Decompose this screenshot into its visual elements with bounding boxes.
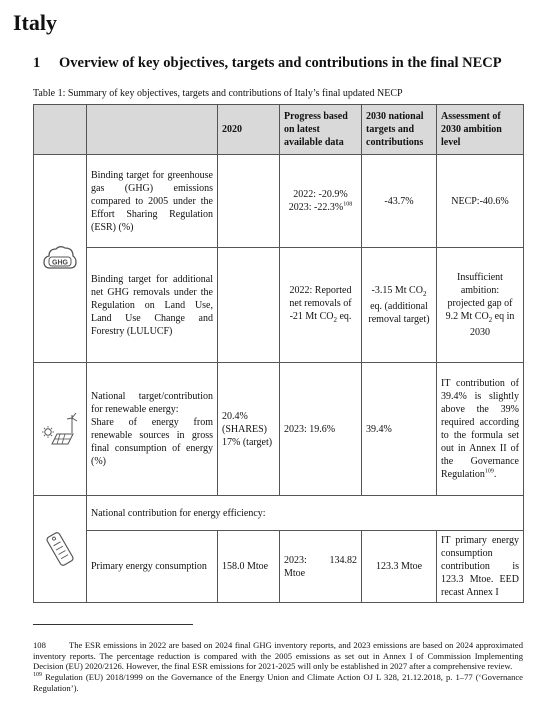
ghg-icon-cell [34,155,87,363]
header-assessment: Assessment of 2030 ambition level [437,105,524,155]
footnote-separator [33,624,193,625]
lulucf-assessment-sub: 2 [488,316,493,325]
lulucf-objective: Binding target for additional net GHG removals under the Regulation on Land Use, Land Use Change and Forestry (LULUCF) [87,248,218,363]
lulucf-2020 [218,248,280,363]
renewables-target-2030: 39.4% [362,363,437,496]
footnote-108-mark: 108 [33,640,46,650]
table-row-primary-energy [34,531,524,603]
footnote-109-text: Regulation (EU) 2018/1999 on the Governance of the Energy Union and Climate Action OJ L 328, 21.12.2018, p. 1–77 (‘Governance Regulation’). [33,672,523,693]
primary-target-2030: 123.3 Mtoe [362,531,437,603]
footnote-109-mark: 109 [33,672,42,679]
efficiency-objective: National contribution for energy efficiency: [87,496,524,531]
table-caption: Table 1: Summary of key objectives, targets and contributions of Italy’s final updated NECP [33,88,403,99]
country-title: Italy [13,10,57,35]
esr-2020 [218,155,280,248]
header-2020: 2020 [218,105,280,155]
esr-progress-2023: 2023: -22.3% [288,202,344,213]
lulucf-target-2030 [362,248,437,363]
esr-progress-2022: 2022: -20.9% [293,189,348,200]
table-row-esr [34,155,524,248]
lulucf-progress [280,248,362,363]
primary-assessment: IT primary energy consumption contribution is 123.3 Mtoe. EED recast Annex I [437,531,524,603]
renewables-assessment-end: . [493,469,497,480]
primary-objective: Primary energy consumption [87,531,218,603]
esr-progress [280,155,362,248]
footnotes [33,640,523,694]
renewables-objective-head: National target/contribution for renewable energy: [91,391,213,415]
section-number: 1 [33,55,41,71]
footnote-108 [33,640,523,672]
lulucf-assessment-text: Insufficient ambition: projected gap of 9.2 Mt CO [445,272,513,323]
table-row-lulucf [34,248,524,363]
lulucf-assessment-unit: eq in 2030 [470,311,515,338]
primary-2020: 158.0 Mtoe [218,531,280,603]
renewables-assessment [437,363,524,496]
solar-wind-icon [40,412,80,446]
table-header-row [34,105,524,155]
renewables-progress: 2023: 19.6% [280,363,362,496]
renewables-icon-cell [34,363,87,496]
footnote-ref-108: 108 [343,201,353,208]
objectives-table [33,104,524,603]
section-heading [33,55,502,72]
lulucf-progress-unit: eq. [336,311,352,323]
header-2030-targets: 2030 national targets and contributions [362,105,437,155]
table-row-efficiency-header [34,496,524,531]
efficiency-icon-cell [34,496,87,603]
ghg-cloud-icon [43,244,77,274]
lulucf-assessment [437,248,524,363]
renewables-assessment-text: IT contribution of 39.4% is slightly above the 39% required according to the formula set out in Annex II of the Governance Regulation [441,378,519,480]
ghg-icon-label: GHG [52,259,68,266]
lulucf-progress-sub: 2 [333,316,337,325]
renewables-objective [87,363,218,496]
battery-tag-icon [45,527,75,571]
renewables-2020: 20.4% (SHARES) 17% (target) [218,363,280,496]
lulucf-target-text: -3.15 Mt CO [371,285,423,297]
section-title: Overview of key objectives, targets and contributions in the final NECP [59,55,502,71]
footnote-108-text: The ESR emissions in 2022 are based on 2024 final GHG inventory reports, and 2023 emissions are based on 2024 approximated inventory reports. The percentage reduction is compared with the 2005 emissions as set out in Annex I of Commission Implementing Decision (EU) 2020/2126. However, the final ESR emissions for 2021-2025 will only be established in 2027 after a comprehensive review. [33,640,523,672]
table-row-renewables [34,363,524,496]
header-objective-col [87,105,218,155]
footnote-ref-109: 109 [484,468,494,475]
lulucf-progress-text: 2022: Reported net removals of -21 Mt CO [289,285,352,323]
esr-assessment: NECP:-40.6% [437,155,524,248]
header-progress: Progress based on latest available data [280,105,362,155]
lulucf-target-unit: eq. (additional removal target) [368,300,430,325]
footnote-109 [33,672,523,693]
lulucf-target-sub: 2 [422,290,427,299]
esr-objective: Binding target for greenhouse gas (GHG) emissions compared to 2005 under the Effort Sharing Regulation (ESR) (%) [87,155,218,248]
esr-target-2030: -43.7% [362,155,437,248]
primary-progress: 2023: 134.82 Mtoe [280,531,362,603]
header-icon-col [34,105,87,155]
renewables-objective-body: Share of energy from renewable sources in gross final consumption of energy (%) [91,417,213,467]
